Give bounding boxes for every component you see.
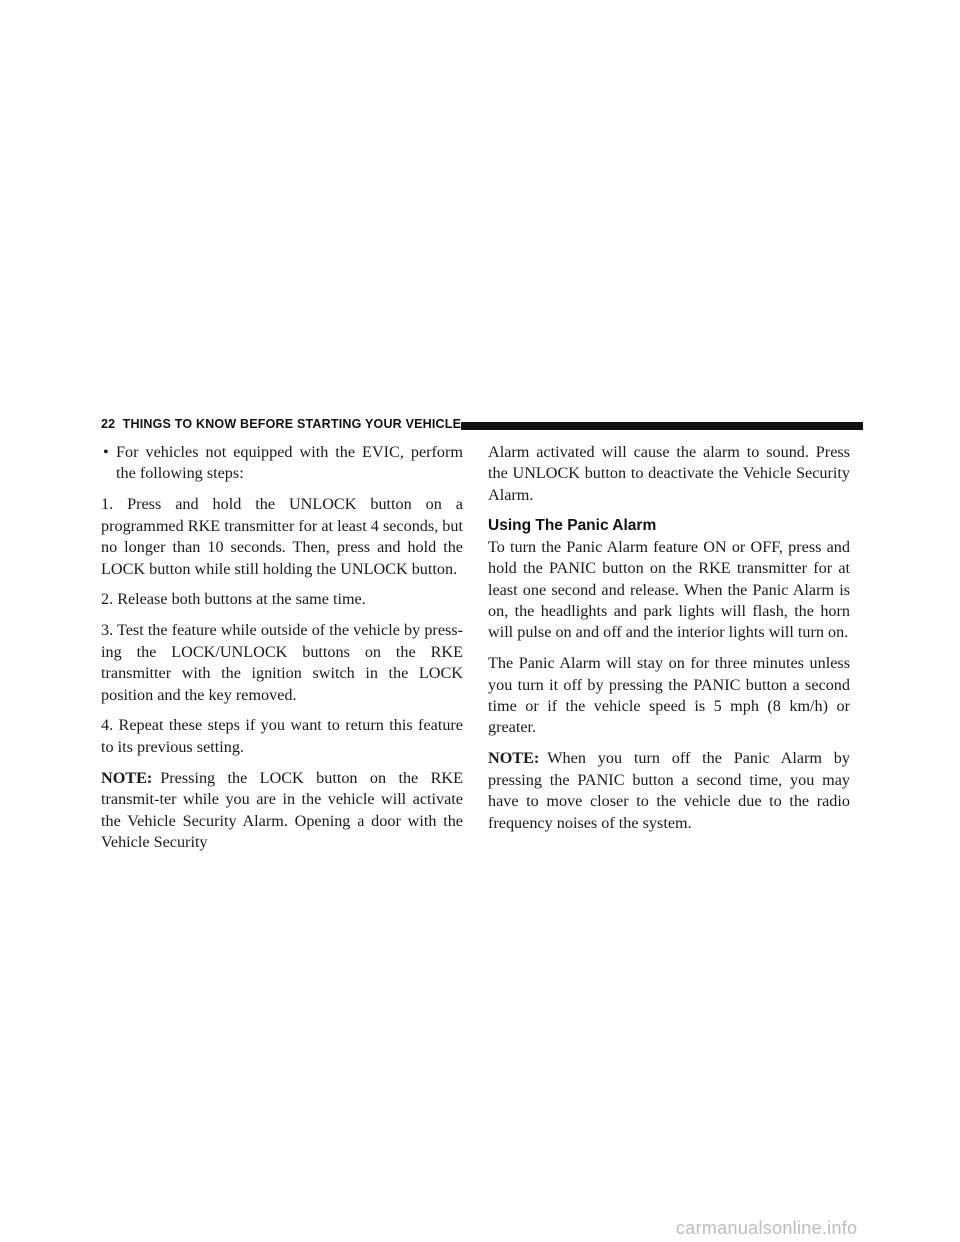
bullet-item: [101, 442, 463, 485]
continuation-paragraph: Alarm activated will cause the alarm to sound. Press the UNLOCK button to deactivate the Vehicle Security Alarm.: [488, 443, 850, 504]
header-rule: [461, 422, 863, 430]
section-heading: Using The Panic Alarm: [488, 516, 657, 534]
panic-paragraph-2: The Panic Alarm will stay on for three minutes unless you turn it off by pressing the PANIC button a second time or if the vehicle speed is 5 mph (8 km/h) or greater.: [488, 654, 850, 737]
note-paragraph: [101, 768, 463, 854]
panic-paragraph-1: To turn the Panic Alarm feature ON or OFF, press and hold the PANIC button on the RKE transmitter for at least one second and release. When the Panic Alarm is on, the headlights and park lights will flash, the horn will pulse on and off and the interior lights will turn on.: [488, 537, 850, 642]
watermark-text: carmanualsonline.info: [676, 1218, 858, 1238]
step-3: 3. Test the feature while outside of the vehicle by press-ing the LOCK/UNLOCK buttons on the RKE transmitter with the ignition switch in the LOCK position and the key removed.: [101, 621, 463, 704]
header-text: [101, 417, 461, 431]
note-label-right: NOTE:: [488, 749, 540, 768]
step-2: 2. Release both buttons at the same time.: [101, 590, 366, 609]
step-4: 4. Repeat these steps if you want to return this feature to its previous setting.: [101, 716, 463, 756]
note-text: Pressing the LOCK button on the RKE transmit-ter while you are in the vehicle will activate the Vehicle Security Alarm. Opening a door with the Vehicle Security: [101, 768, 463, 851]
note-text-right: When you turn off the Panic Alarm by pressing the PANIC button a second time, you may have to move closer to the vehicle due to the radio frequency noises of the system.: [488, 749, 850, 832]
note-label: NOTE:: [101, 768, 153, 787]
left-column: [101, 442, 463, 863]
note-paragraph-right: [488, 748, 850, 834]
bullet-text: For vehicles not equipped with the EVIC, perform the following steps:: [116, 443, 463, 483]
page-header: [101, 418, 863, 434]
header-title: THINGS TO KNOW BEFORE STARTING YOUR VEHICLE: [122, 417, 462, 431]
page-number: 22: [101, 417, 116, 431]
bullet-icon: •: [103, 443, 109, 461]
right-column: [488, 442, 850, 844]
step-1: 1. Press and hold the UNLOCK button on a programmed RKE transmitter for at least 4 seconds, but no longer than 10 seconds. Then, press and hold the LOCK button while still holding the UNLOCK button.: [101, 495, 463, 578]
